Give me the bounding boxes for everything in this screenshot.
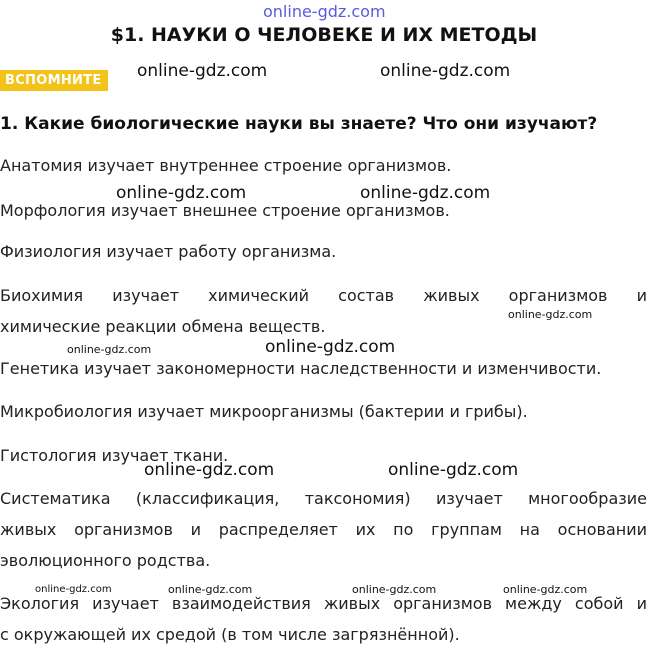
answer-biochemistry-line2: химические реакции обмена веществ. (0, 317, 326, 336)
answer-systematics-line2: живых организмов и распределяет их по группам на основании (0, 520, 647, 539)
watermark: online-gdz.com (388, 460, 519, 480)
answer-anatomy: Анатомия изучает внутреннее строение организмов. (0, 156, 452, 175)
answer-biochemistry-line1: Биохимия изучает химический состав живых организмов и (0, 286, 647, 305)
answer-ecology-line2: с окружающей их средой (в том числе загрязнённой). (0, 625, 460, 644)
watermark: online-gdz.com (137, 61, 268, 81)
watermark: online-gdz.com (360, 183, 491, 203)
answer-systematics-line3: эволюционного родства. (0, 551, 211, 570)
question-heading: 1. Какие биологические науки вы знаете? Что они изучают? (0, 114, 598, 134)
watermark: online-gdz.com (380, 61, 511, 81)
answer-systematics-line1: Систематика (классификация, таксономия) изучает многообразие (0, 489, 647, 508)
remember-badge: ВСПОМНИТЕ (0, 70, 108, 91)
answer-genetics: Генетика изучает закономерности наследственности и изменчивости. (0, 359, 602, 378)
page-title: $1. НАУКИ О ЧЕЛОВЕКЕ И ИХ МЕТОДЫ (110, 24, 538, 46)
answer-histology: Гистология изучает ткани. (0, 446, 229, 465)
answer-physiology: Физиология изучает работу организма. (0, 242, 337, 261)
answer-ecology-line1: Экология изучает взаимодействия живых организмов между собой и (0, 594, 647, 613)
watermark: online-gdz.com (508, 308, 593, 321)
watermark: online-gdz.com (116, 183, 247, 203)
watermark: online-gdz.com (144, 460, 275, 480)
watermark: online-gdz.com (35, 584, 112, 595)
watermark: online-gdz.com (265, 337, 396, 357)
answer-morphology: Морфология изучает внешнее строение организмов. (0, 201, 450, 220)
watermark: online-gdz.com (352, 583, 437, 596)
answer-microbiology: Микробиология изучает микроорганизмы (бактерии и грибы). (0, 402, 528, 421)
watermark: online-gdz.com (168, 583, 253, 596)
site-watermark-header[interactable]: online-gdz.com (263, 2, 386, 21)
watermark: online-gdz.com (67, 343, 152, 356)
watermark: online-gdz.com (503, 583, 588, 596)
